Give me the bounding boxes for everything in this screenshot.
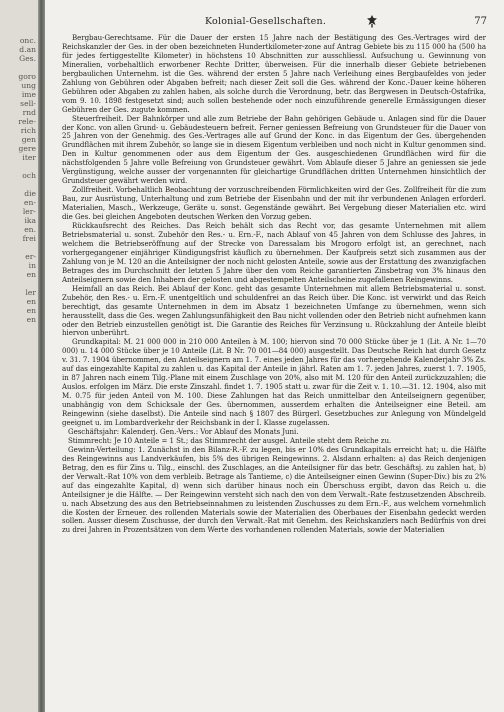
edge-fragment: gere — [18, 144, 36, 153]
edge-fragment: sell- — [20, 99, 36, 108]
edge-fragment: en- — [24, 198, 36, 207]
paragraph-gewinn-verteilung: Gewinn-Verteilung: 1. Zunächst in den Bilanz-R.-F. zu legen, bis er 10% des Grundkapitals erreicht hat; u. die Hälfte des Reingewinns aus Landverkäufen, bis 5% des übrigen Reingewinns. 2. Alsdann erhalten: a) das Reich denjenigen Betrag, den es für Zins u. Tilg., einschl. des Zuschlages, an die Anteilsigner für das betr. Geschäftsj. zu zahlen hat, b) der Verwalt.-Rat 10% von dem verbleib. Betrage als Tantieme, c) die Anteilseigner einen Gewinn (Super-Div.) bis zu 2% auf das eingezahlte Kapital, d) wenn sich darüber hinaus noch ein Überschuss ergibt, davon das Reich u. die Anteilsigner je die Hälfte. — Der Reingewinn versteht sich nach den von dem Verwalt.-Rate festzusetzenden Abschreib. u. nach Absetzung des aus den Betriebseinnahmen zu leistenden Zuschusses zu dem Ern.-F., aus welchem vornehmlich die Kosten der Erneuer. des rollenden Materials sowie der Materialien des Oberbaues der Eisenbahn gedeckt werden sollen. Ausser diesem Zuschusse, der durch den Verwalt.-Rat mit Genehm. des Reichskanzlers nach Bedürfnis von drei zu drei Jahren in Prozentsätzen von dem Werte des vorhandenen rollenden Materials, sowie der Materialien — [62, 444, 486, 535]
paragraph-steuerfreiheit: Steuerfreiheit. Der Bahnkörper und alle zum Betriebe der Bahn gehörigen Gebäude u. Anlagen sind für die Dauer der Konc. von allen Grund- u. Gebäudesteuern befreit. Ferner geniessen Befreiung von Grundsteuer für die Dauer von 25 Jahren von der Genehmig. des Ges.-Vertrages alle auf Grund der Konc. in das Eigentum der Ges. übergehenden Grundflächen mit ihrem Zubehör, so lange sie in diesem Eigentum verbleiben und noch nicht in Kultur genommen sind. Den in Kultur genommenen oder aus dem Eigentum der Ges. ausgeschiedenen Grundflächen wird für die nächstfolgenden 5 Jahre volle Befreiung von Grundsteuer gewährt. Vom Ablaufe dieser 5 Jahre an geniessen sie jede Vergünstigung, welche ausser der vorgenannten für gleichartige Grundflächen dritten Unternehmen hinsichtlich der Grundsteuer gewährt werden wird. — [62, 113, 486, 186]
edge-fragment: goro — [18, 72, 36, 81]
ornament-icon — [366, 14, 378, 28]
edge-fragment: en — [26, 297, 36, 306]
edge-fragment: en — [26, 315, 36, 324]
running-title: Kolonial-Gesellschaften. — [205, 16, 327, 27]
edge-fragment: in — [28, 261, 36, 270]
edge-fragment: Ges. — [19, 54, 36, 63]
edge-fragment: gen — [21, 135, 36, 144]
document-page — [45, 0, 504, 712]
edge-fragment: rele- — [18, 117, 36, 126]
page-header — [45, 16, 504, 30]
edge-fragment: iter — [22, 153, 36, 162]
edge-fragment: er- — [25, 252, 36, 261]
paragraph-bergbau: Bergbau-Gerechtsame. Für die Dauer der ersten 15 Jahre nach der Bestätigung des Ges.-Vertrages wird der Reichskanzler der Ges. in der oben bezeichneten Hundertkilometer-zone auf Antrag Gebiete bis zu 115 000 ha (500 ha für jedes fertiggestellte Kilometer) in höchstens 10 Abschnitten zur ausschliessl. Aufsuchung u. Gewinnung von Mineralien, vorbehaltlich erworbener Rechte Dritter, überweisen. Für die innerhalb dieser Gebiete betriebenen bergbaulichen Unternehm. ist die Ges. während der ersten 5 Jahre nach Verleihung eines Bergbaufeldes von jeder Zahlung von Gebühren oder Abgaben befreit; nach dieser Zeit soll die Ges. während der Konc.-Dauer keine höheren Gebühren oder Abgaben zu zahlen haben, als solche durch die Verordnung, betr. das Bergwesen in Deutsch-Ostafrika, vom 9. 10. 1898 festgesetzt sind; auch sollen bestehende oder noch einzuführende generelle Ermässigungen dieser Gebühren der Ges. zugute kommen. — [62, 33, 486, 114]
edge-fragment: die — [24, 189, 36, 198]
edge-fragment: rich — [20, 126, 36, 135]
edge-fragment: ler — [25, 288, 36, 297]
edge-fragment: ler- — [22, 207, 36, 216]
paragraph-geschaeftsjahr: Geschäftsjahr: Kalenderj. Gen.-Vers.: Vor Ablauf des Monats Juni. — [68, 426, 299, 436]
edge-fragment: rnd — [22, 108, 36, 117]
edge-fragment: ika — [24, 216, 36, 225]
paragraph-rueckkaufsrecht: Rückkaufsrecht des Reiches. Das Reich behält sich das Recht vor, das gesamte Unternehmen mit allem Betriebsmaterial u. sonst. Zubehör den Res.- u. Ern.-F., nach Ablauf von 45 Jahren von dem Schlusse des Jahres, in welchem die Betriebseröffnung auf der Strecke von Daressalam bis Mrogoro erfolgt ist, an gerechnet, nach vorhergegangener einjähriger Kündigungsfrist käuflich zu übernehmen. Der Kaufpreis setzt sich zusammen aus der Zahlung von je M. 120 an die Anteilsigner der noch nicht gelosten Anteile, sowie aus der Erstattung des zwanzigfachen Betrages des im Durchschnitt der letzten 5 Jahre über den vom Reiche garantierten Zinsbetrag von 3% hinaus den Anteilseignern sowie den Inhabern der gelosten und abgestempelten Anteilscheine zugefallenen Reingewinns. — [62, 221, 486, 284]
edge-fragment: ime — [21, 90, 36, 99]
edge-fragment: onc. — [19, 36, 36, 45]
paragraph-grundkapital: Grundkapital: M. 21 000 000 in 210 000 Anteilen à M. 100; hiervon sind 70 000 Stücke über je 1 (Lit. A Nr. 1—70 000) u. 14 000 Stücke über je 10 Anteile (Lit. B Nr. 70 001—84 000) ausgestellt. Das Deutsche Reich hat durch Gesetz v. 31. 7. 1904 übernommen, den Anteilseignern am 1. 7. eines jeden Jahres für das vorhergehende Kalenderjahr 3% Zs. auf das eingezahlte Kapital zu zahlen u. das Kapital der Anteile in jährl. Raten am 1. 7. jeden Jahres, zuerst 1. 7. 1905, in 87 Jahren nach einem Tilg.-Plane mit einem Zuschlage von 20%, also mit M. 120 für den Anteil zurückzuzahlen; die Auslos. erfolgen im März. Die erste Zinszahl. findet 1. 7. 1905 statt u. zwar für die Zeit v. 1. 10.—31. 12. 1904, also mit M. 0.75 für jeden Anteil von M. 100. Diese Zahlungen hat das Reich unmittelbar den Anteilseignern gegenüber, unabhängig von dem Schicksale der Ges. übernommen, ausserdem erhalten die Anteilseigner eine Beteil. am Reingewinn (siehe daselbst). Die Anteile sind nach § 1807 des Bürgerl. Gesetzbuches zur Anlegung von Mündelgeld geeignet u. im Lombardverkehr der Reichsbank in der I. Klasse zugelassen. — [62, 337, 486, 427]
paragraph-stimmrecht: Stimmrecht: Je 10 Anteile = 1 St.; das Stimmrecht der ausgel. Anteile steht dem Reiche zu. — [68, 435, 392, 445]
edge-fragment: d.an — [19, 45, 36, 54]
body-text — [62, 34, 486, 535]
page-number: 77 — [474, 16, 487, 27]
edge-fragment: ung — [21, 81, 36, 90]
edge-fragment: och — [22, 171, 36, 180]
edge-fragment: en — [26, 306, 36, 315]
edge-fragment: en. — [24, 225, 36, 234]
book-gutter — [38, 0, 45, 712]
edge-fragment: frei — [22, 234, 36, 243]
paragraph-zollfreiheit: Zollfreiheit. Vorbehaltlich Beobachtung der vorzuschreibenden Förmlichkeiten wird der Ges. Zollfreiheit für die zum Bau, zur Ausrüstung, Unterhaltung und zum Betriebe der Eisenbahn und der mit ihr verbundenen Anlagen erforderl. Materialien, Masch., Werkzeuge, Geräte u. sonst. Gegenstände gewährt. Bei Vergebung dieser Materialien etc. wird die Ges. bei gleichen Angeboten deutschen Werken den Vorzug geben. — [62, 185, 486, 222]
adjacent-page-edge — [0, 0, 40, 712]
paragraph-heimfall: Heimfall an das Reich. Bei Ablauf der Konc. geht das gesamte Unternehmen mit allem Betriebsmaterial u. sonst. Zubehör, den Res.- u. Ern.-F. unentgeltlich und schuldenfrei an das Reich über. Die Konc. ist verwirkt und das Reich berechtigt, das gesamte Unternehmen in dem im Absatz 1 bezeichneten Umfange zu übernehmen, wenn sich herausstellt, dass die Ges. wegen Zahlungsunfähigkeit den Bau nicht vollenden oder den Betrieb nicht aufnehmen kann oder den Betrieb einzustellen genötigt ist. Die Garantie des Reiches für Verzinsung u. Rückzahlung der Anteile bleibt hiervon unberührt. — [62, 283, 486, 338]
edge-fragment: en — [26, 270, 36, 279]
